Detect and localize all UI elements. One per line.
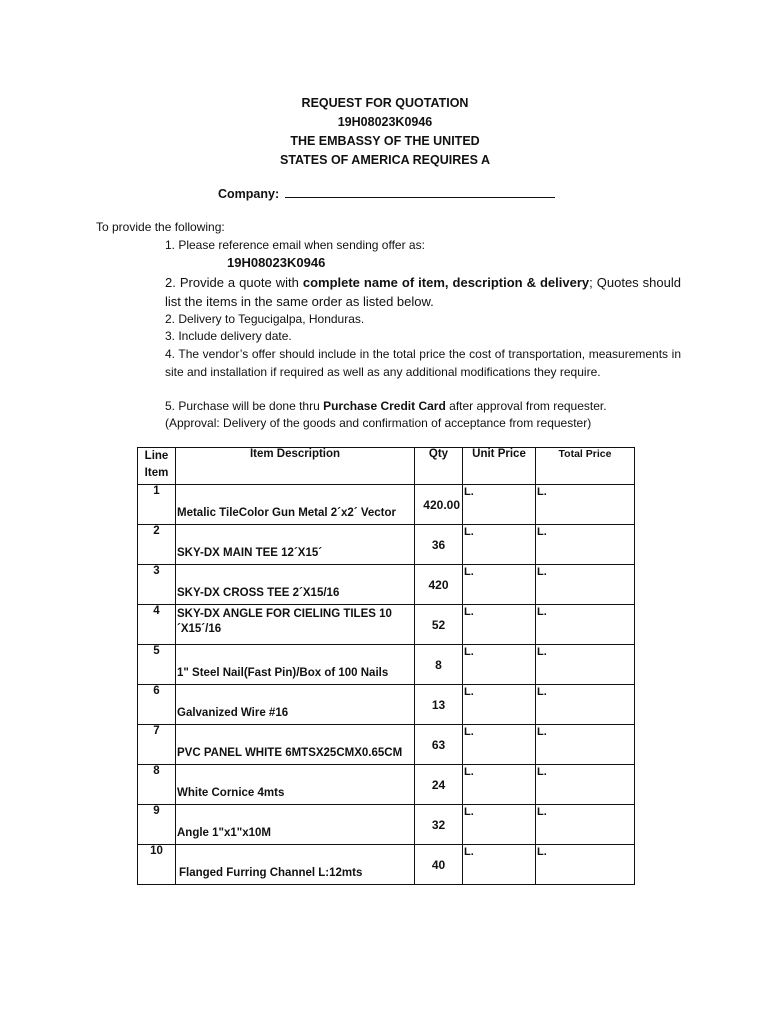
item-description-text: PVC PANEL WHITE 6MTSX25CMX0.65CM	[177, 747, 403, 759]
line-number: 6	[138, 685, 176, 725]
item-qty: 32	[415, 805, 463, 845]
item-description-text: SKY-DX ANGLE FOR CIELING TILES 10´X15´/16	[177, 608, 392, 635]
item-description	[176, 845, 415, 885]
table-row	[138, 525, 635, 565]
table-row	[138, 685, 635, 725]
item-description-text: Flanged Furring Channel L:12mts	[179, 867, 363, 879]
header-qty: Qty	[415, 448, 463, 485]
header-unit-price: Unit Price	[463, 448, 536, 485]
total-price-cell: L.	[536, 685, 635, 725]
items-table	[137, 447, 635, 885]
header-line-label: Line	[144, 450, 169, 462]
instruction-6	[165, 398, 681, 416]
item-description	[176, 685, 415, 725]
item-qty: 40	[415, 845, 463, 885]
instruction-1: 1. Please reference email when sending offer as:	[165, 238, 425, 252]
table-row	[138, 645, 635, 685]
unit-price-cell: L.	[463, 525, 536, 565]
instruction-2-post: ; Quotes should list the items in the same order as listed below.	[165, 275, 681, 309]
unit-price-cell: L.	[463, 645, 536, 685]
item-description-text: SKY-DX CROSS TEE 2´X15/16	[177, 587, 340, 599]
line-number: 8	[138, 765, 176, 805]
unit-price-cell: L.	[463, 485, 536, 525]
item-qty: 420.00	[415, 485, 463, 525]
table-row	[138, 605, 635, 645]
item-description-text: White Cornice 4mts	[177, 787, 285, 799]
total-price-cell: L.	[536, 485, 635, 525]
item-description-text: SKY-DX MAIN TEE 12´X15´	[177, 547, 323, 559]
table-row	[138, 805, 635, 845]
company-label: Company:	[218, 187, 280, 201]
unit-price-cell: L.	[463, 765, 536, 805]
item-qty: 13	[415, 685, 463, 725]
item-qty: 36	[415, 525, 463, 565]
line-number: 10	[138, 845, 176, 885]
unit-price-cell: L.	[463, 605, 536, 645]
item-qty: 420	[415, 565, 463, 605]
item-description	[176, 645, 415, 685]
total-price-cell: L.	[536, 645, 635, 685]
line-number: 3	[138, 565, 176, 605]
item-description-text: Angle 1"x1"x10M	[177, 827, 271, 839]
unit-price-cell: L.	[463, 565, 536, 605]
item-description-text: 1" Steel Nail(Fast Pin)/Box of 100 Nails	[177, 667, 389, 679]
instruction-2-bold: complete name of item, description & delivery	[302, 275, 590, 290]
line-number: 4	[138, 605, 176, 645]
total-price-cell: L.	[536, 525, 635, 565]
item-description	[176, 605, 415, 645]
header-total-price: Total Price	[536, 448, 635, 485]
unit-price-cell: L.	[463, 805, 536, 845]
instruction-6-pre: 5. Purchase will be done thru	[165, 399, 324, 413]
item-description	[176, 565, 415, 605]
header-line-item	[138, 448, 176, 485]
table-row	[138, 845, 635, 885]
instruction-2-pre: 2. Provide a quote with	[165, 275, 303, 290]
company-field	[218, 186, 555, 201]
header-item-label: Item	[144, 467, 169, 479]
company-blank-line	[285, 186, 555, 198]
document-header	[0, 94, 770, 170]
item-description	[176, 725, 415, 765]
total-price-cell: L.	[536, 845, 635, 885]
intro-text: To provide the following:	[96, 220, 225, 234]
item-description-text: Galvanized Wire #16	[177, 707, 289, 719]
header-line-4: STATES OF AMERICA REQUIRES A	[280, 153, 490, 167]
header-item-description: Item Description	[176, 448, 415, 485]
item-description	[176, 525, 415, 565]
reference-code: 19H08023K0946	[227, 255, 326, 270]
line-number: 9	[138, 805, 176, 845]
line-number: 2	[138, 525, 176, 565]
item-description	[176, 805, 415, 845]
line-number: 7	[138, 725, 176, 765]
header-line-3: THE EMBASSY OF THE UNITED	[290, 134, 480, 148]
line-number: 5	[138, 645, 176, 685]
total-price-cell: L.	[536, 605, 635, 645]
instruction-3: 2. Delivery to Tegucigalpa, Honduras.	[165, 312, 365, 326]
unit-price-cell: L.	[463, 725, 536, 765]
table-header-row	[138, 448, 635, 485]
instruction-2	[165, 273, 681, 311]
item-description-text: Metalic TileColor Gun Metal 2´x2´ Vector	[177, 507, 396, 519]
table-row	[138, 765, 635, 805]
total-price-cell: L.	[536, 725, 635, 765]
item-description	[176, 485, 415, 525]
header-title: REQUEST FOR QUOTATION	[301, 96, 469, 110]
instruction-4: 3. Include delivery date.	[165, 329, 292, 343]
total-price-cell: L.	[536, 805, 635, 845]
unit-price-cell: L.	[463, 845, 536, 885]
item-description	[176, 765, 415, 805]
item-qty: 52	[415, 605, 463, 645]
header-reference: 19H08023K0946	[337, 115, 433, 129]
table-row	[138, 725, 635, 765]
item-qty: 24	[415, 765, 463, 805]
total-price-cell: L.	[536, 565, 635, 605]
instruction-6-bold: Purchase Credit Card	[323, 399, 446, 413]
unit-price-cell: L.	[463, 685, 536, 725]
item-qty: 63	[415, 725, 463, 765]
line-number: 1	[138, 485, 176, 525]
table-row	[138, 565, 635, 605]
instruction-7: (Approval: Delivery of the goods and confirmation of acceptance from requester)	[165, 416, 592, 430]
item-qty: 8	[415, 645, 463, 685]
table-row	[138, 485, 635, 525]
instruction-6-post: after approval from requester.	[445, 399, 607, 413]
total-price-cell: L.	[536, 765, 635, 805]
instruction-5: 4. The vendor’s offer should include in the total price the cost of transportation, measurements in site and installation if required as well as any additional modifications they require.	[165, 347, 681, 379]
